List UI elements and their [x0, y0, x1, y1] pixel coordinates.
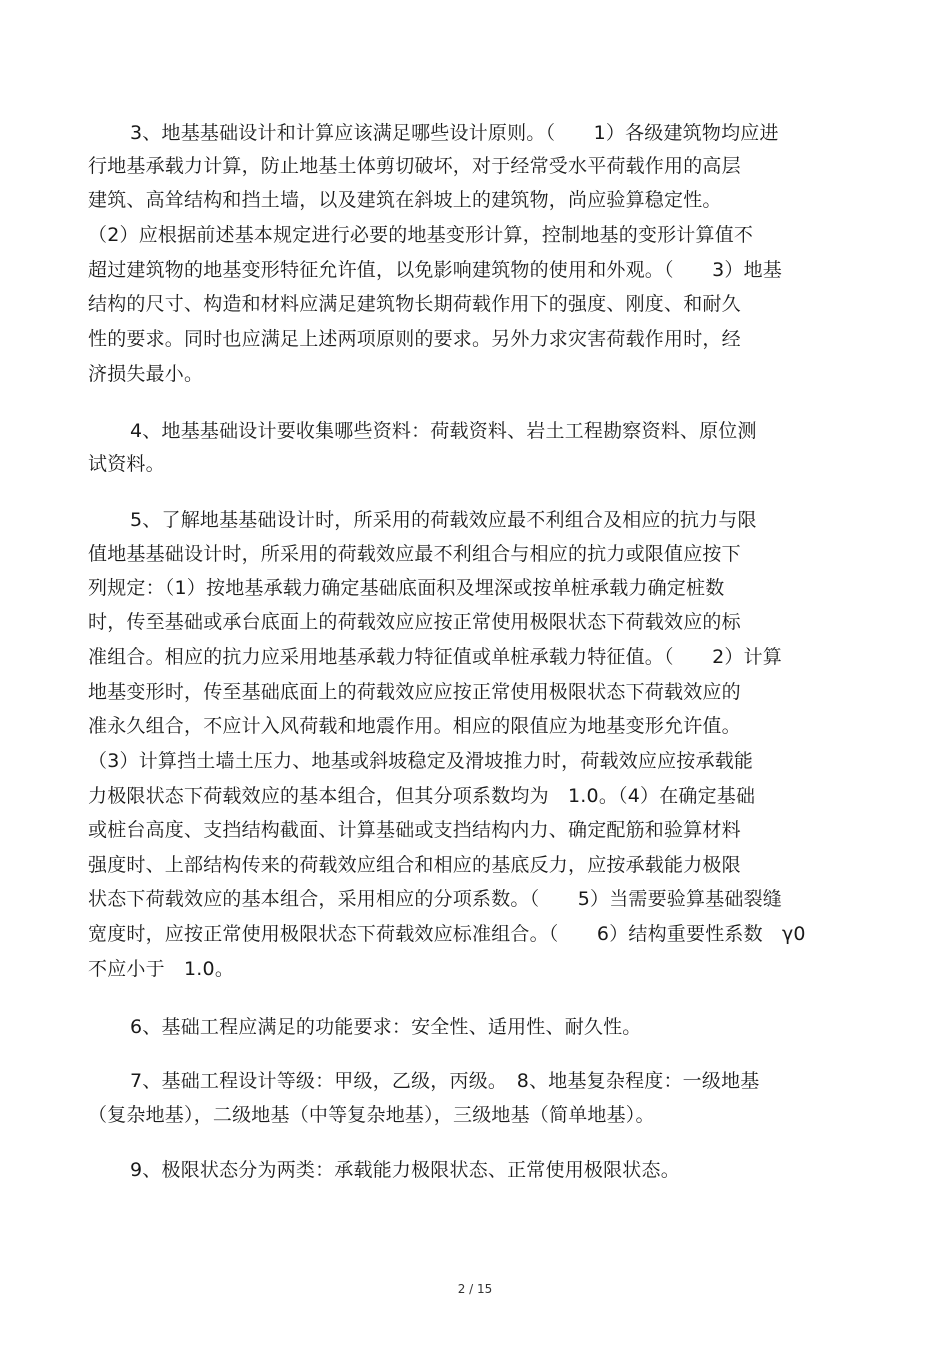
text-line: 结构的尺寸、构造和材料应满足建筑物长期荷载作用下的强度、刚度、和耐久 — [88, 293, 741, 315]
text-line: 性的要求。同时也应满足上述两项原则的要求。另外力求灾害荷载作用时，经 — [88, 328, 741, 350]
text-line: 准组合。相应的抗力应采用地基承载力特征值或单桩承载力特征值。（ 2）计算 — [88, 646, 782, 668]
text-line: 9、极限状态分为两类：承载能力极限状态、正常使用极限状态。 — [130, 1159, 680, 1181]
text-line: 6、基础工程应满足的功能要求：安全性、适用性、耐久性。 — [130, 1016, 642, 1038]
text-line: 5、了解地基基础设计时，所采用的荷载效应最不利组合及相应的抗力与限 — [130, 509, 757, 531]
text-line: 7、基础工程设计等级：甲级，乙级，丙级。 8、地基复杂程度：一级地基 — [130, 1070, 760, 1092]
text-line: 行地基承载力计算，防止地基土体剪切破坏，对于经常受水平荷载作用的高层 — [88, 155, 741, 177]
text-line: 宽度时，应按正常使用极限状态下荷载效应标准组合。（ 6）结构重要性系数 γ0 — [88, 923, 806, 945]
text-line: （2）应根据前述基本规定进行必要的地基变形计算，控制地基的变形计算值不 — [88, 224, 754, 246]
text-line: 试资料。 — [88, 453, 165, 475]
text-line: 4、地基基础设计要收集哪些资料：荷载资料、岩土工程勘察资料、原位测 — [130, 420, 757, 442]
page-number: 2 / 15 — [457, 1282, 493, 1296]
text-line: 强度时、上部结构传来的荷载效应组合和相应的基底反力，应按承载能力极限 — [88, 854, 741, 876]
text-line: 超过建筑物的地基变形特征允许值，以免影响建筑物的使用和外观。（ 3）地基 — [88, 259, 782, 281]
text-line: 济损失最小。 — [88, 363, 204, 385]
text-line: 地基变形时，传至基础底面上的荷载效应应按正常使用极限状态下荷载效应的 — [88, 681, 741, 703]
text-line: 不应小于 1.0。 — [88, 958, 235, 980]
text-line: 3、地基基础设计和计算应该满足哪些设计原则。（ 1）各级建筑物均应进 — [130, 122, 779, 144]
text-line: 准永久组合，不应计入风荷载和地震作用。相应的限值应为地基变形允许值。 — [88, 715, 741, 737]
text-line: 或桩台高度、支挡结构截面、计算基础或支挡结构内力、确定配筋和验算材料 — [88, 819, 741, 841]
text-line: 状态下荷载效应的基本组合，采用相应的分项系数。（ 5）当需要验算基础裂缝 — [88, 888, 782, 910]
text-line: 列规定：（1）按地基承载力确定基础底面积及埋深或按单桩承载力确定桩数 — [88, 577, 725, 599]
text-line: 力极限状态下荷载效应的基本组合，但其分项系数均为 1.0。（4）在确定基础 — [88, 785, 756, 807]
text-line: 值地基基础设计时，所采用的荷载效应最不利组合与相应的抗力或限值应按下 — [88, 543, 741, 565]
text-line: 时，传至基础或承台底面上的荷载效应应按正常使用极限状态下荷载效应的标 — [88, 611, 741, 633]
text-line: （复杂地基），二级地基（中等复杂地基），三级地基（简单地基）。 — [88, 1104, 655, 1126]
text-line: 建筑、高耸结构和挡土墙，以及建筑在斜坡上的建筑物，尚应验算稳定性。 — [88, 189, 722, 211]
text-line: （3）计算挡土墙土压力、地基或斜坡稳定及滑坡推力时，荷载效应应按承载能 — [88, 750, 754, 772]
